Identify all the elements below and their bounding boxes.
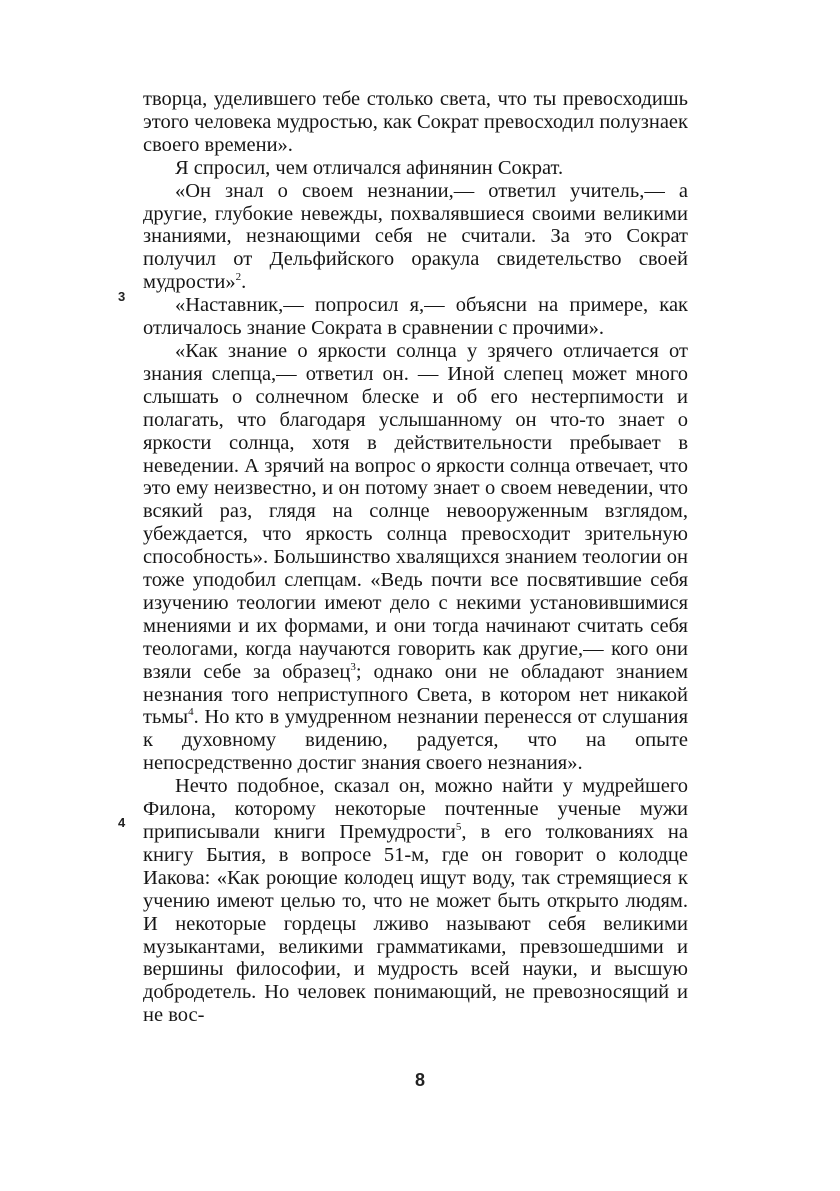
paragraph: Нечто подобное, сказал он, можно найти у мудрейшего Филона, которому некоторые почтенные ученые мужи приписывали книги Премудрости$^5$, в его толкованиях на книгу Бытия, в вопросе 51-м, где он говорит о колодце Иакова: «Как роющие колодец ищут воду, так стремящиеся к учению имеют целью то, что не может быть открыто людям. И некоторые гордецы лживо называют себя великими музыкантами, великими грамматиками, превзошедшими и вершины философии, и мудрость всей науки, и высшую добродетель. Но человек понимающий, не превозносящий и не вос- — [143, 775, 688, 1027]
paragraph: «Как знание о яркости солнца у зрячего отличается от знания слепца,— ответил он. — Иной слепец может много слышать о солнечном блеске и об его нестерпимости и полагать, что благодаря услышанному он что-то знает о яркости солнца, хотя в действительности пребывает в неведении. А зрячий на вопрос о яркости солнца отвечает, что это ему неизвестно, и он потому знает о своем неведении, что всякий раз, глядя на солнце невооруженным взглядом, убеждается, что яркость солнца превосходит зрительную способность». Большинство хвалящихся знанием теологии он тоже уподобил слепцам. «Ведь почти все посвятившие себя изучению теологии имеют дело с некими установившимися мнениями и их формами, и они тогда начинают считать себя теологами, когда научаются говорить как другие,— кого они взяли себе за образец$^3$; однако они не обладают знанием незнания того неприступного Света, в котором нет никакой тьмы$^4$. Но кто в умудренном незнании перенесся от слушания к духовному видению, радуется, что на опыте непосредственно достиг знания своего незнания». — [143, 339, 689, 775]
margin-number: 4 — [118, 815, 126, 830]
page-number: 8 — [414, 1070, 425, 1090]
paragraph: Я спросил, чем отличался афинянин Сократ. — [175, 156, 564, 179]
footnote-ref: 5 — [455, 821, 462, 834]
paragraph: «Он знал о своем незнании,— ответил учитель,— а другие, глубокие невежды, похвалявшиеся своими великими знаниями, незнающими себя не считали. За это Сократ получил от Дельфийского оракула свидетельство своей мудрости»$^2$. — [143, 179, 688, 294]
paragraph: творца, уделившего тебе столько света, что ты превосходишь этого человека мудростью, как Сократ превосходил полузнаек своего времени». — [143, 88, 688, 156]
body-text — [143, 88, 688, 1027]
footnote-ref: 4 — [188, 706, 194, 719]
footnote-ref: 2 — [235, 271, 242, 284]
footnote-ref: 3 — [350, 660, 356, 673]
margin-number: 3 — [118, 289, 126, 304]
paragraph: «Наставник,— попросил я,— объясни на примере, как отличалось знание Сократа в сравнении с прочими». — [143, 294, 688, 340]
